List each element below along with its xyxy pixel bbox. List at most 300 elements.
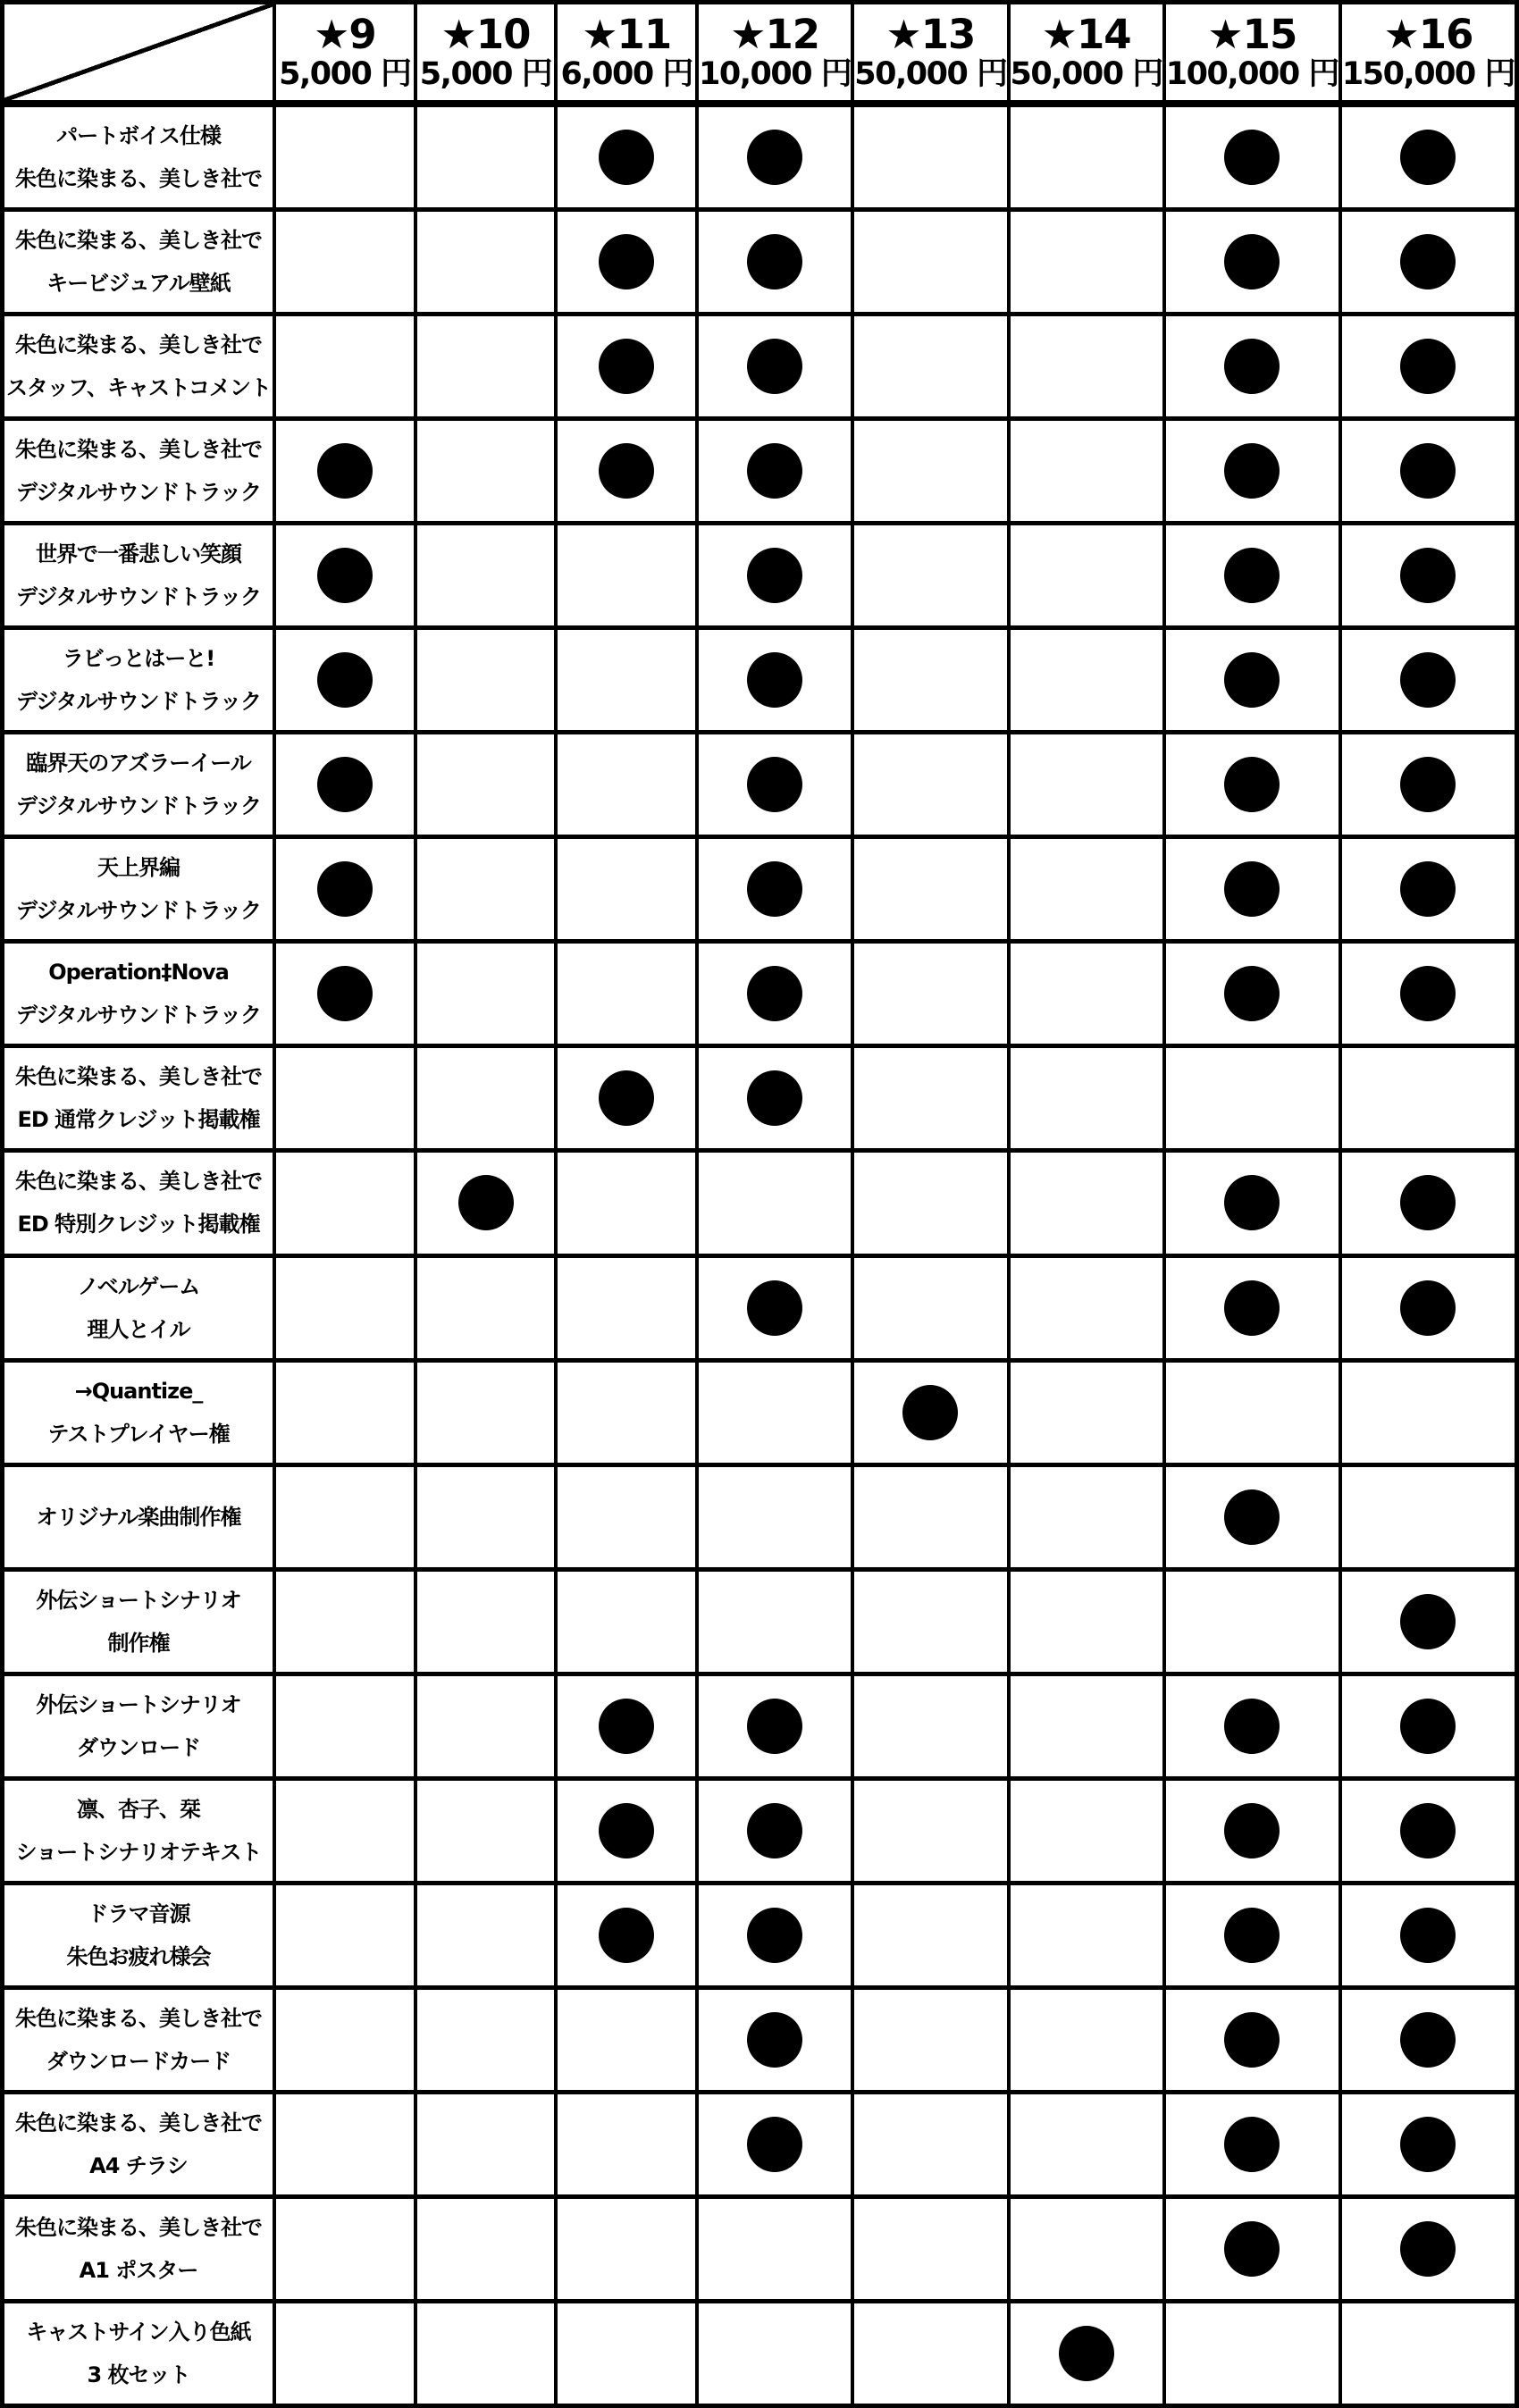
- row-label: [4, 1258, 273, 1358]
- matrix-cell: [276, 421, 414, 521]
- matrix-cell: [558, 1885, 695, 1985]
- matrix-cell: [854, 1363, 1006, 1463]
- matrix-cell: [854, 107, 1006, 207]
- row-label-line2: A1 ポスター: [79, 2257, 198, 2283]
- matrix-cell: [417, 525, 555, 625]
- tier-label: ★9: [314, 10, 376, 58]
- matrix-cell: [1166, 107, 1339, 207]
- matrix-cell: [1011, 734, 1162, 835]
- row-label-line2: ED 特別クレジット掲載権: [17, 1212, 260, 1238]
- matrix-cell: [1011, 1572, 1162, 1672]
- included-dot-marker: [599, 443, 654, 499]
- matrix-cell: [558, 1363, 695, 1463]
- row-label: [4, 2094, 273, 2194]
- matrix-cell: [276, 2094, 414, 2194]
- included-dot-marker: [1224, 1489, 1280, 1545]
- matrix-cell: [417, 1048, 555, 1148]
- row-label-line2: 制作権: [107, 1630, 170, 1656]
- matrix-cell: [854, 525, 1006, 625]
- price-label: 10,000 円: [699, 55, 852, 92]
- matrix-cell: [854, 421, 1006, 521]
- matrix-cell: [1011, 944, 1162, 1044]
- matrix-cell: [1166, 2303, 1339, 2404]
- matrix-cell: [854, 1572, 1006, 1672]
- column-header-tier-11: [558, 4, 695, 103]
- row-label: [4, 734, 273, 835]
- matrix-cell: [558, 107, 695, 207]
- tier-label: ★10: [441, 10, 531, 58]
- included-dot-marker: [317, 652, 373, 708]
- row-label-line1: ラビっとはーと!: [62, 646, 215, 672]
- row-label-line1: 朱色に染まる、美しき社で: [15, 437, 262, 463]
- included-dot-marker: [1224, 234, 1280, 289]
- matrix-cell: [1166, 316, 1339, 416]
- matrix-cell: [417, 1258, 555, 1358]
- row-label: [4, 421, 273, 521]
- row-label-line1: 朱色に染まる、美しき社で: [15, 1064, 262, 1090]
- included-dot-marker: [1224, 130, 1280, 185]
- included-dot-marker: [599, 1699, 654, 1754]
- matrix-cell: [1011, 107, 1162, 207]
- matrix-cell: [1011, 1990, 1162, 2090]
- column-header-tier-9: [276, 4, 414, 103]
- included-dot-marker: [1400, 2012, 1456, 2068]
- included-dot-marker: [1400, 130, 1456, 185]
- matrix-cell: [276, 1467, 414, 1567]
- included-dot-marker: [599, 1070, 654, 1126]
- matrix-cell: [1011, 2094, 1162, 2194]
- row-label-line2: デジタルサウンドトラック: [15, 793, 262, 819]
- column-header-tier-10: [417, 4, 555, 103]
- matrix-cell: [417, 630, 555, 730]
- matrix-cell: [558, 1676, 695, 1776]
- row-label: [4, 1572, 273, 1672]
- included-dot-marker: [599, 339, 654, 394]
- row-label: [4, 944, 273, 1044]
- row-label-line2: デジタルサウンドトラック: [15, 898, 262, 924]
- matrix-cell: [699, 107, 851, 207]
- matrix-cell: [1011, 1048, 1162, 1148]
- tier-label: ★15: [1207, 10, 1297, 58]
- matrix-cell: [1342, 1048, 1515, 1148]
- matrix-cell: [276, 316, 414, 416]
- row-label: [4, 1676, 273, 1776]
- matrix-cell: [1342, 1781, 1515, 1881]
- row-label-line2: A4 チラシ: [89, 2152, 188, 2178]
- matrix-cell: [276, 1676, 414, 1776]
- included-dot-marker: [747, 2012, 802, 2068]
- row-label-line1: オリジナル楽曲制作権: [36, 1504, 241, 1530]
- included-dot-marker: [747, 652, 802, 708]
- matrix-cell: [1166, 1885, 1339, 1985]
- included-dot-marker: [1400, 1594, 1456, 1649]
- row-label: [4, 1781, 273, 1881]
- matrix-cell: [558, 1990, 695, 2090]
- included-dot-marker: [599, 130, 654, 185]
- matrix-cell: [417, 421, 555, 521]
- matrix-cell: [1342, 107, 1515, 207]
- matrix-cell: [854, 1153, 1006, 1253]
- included-dot-marker: [902, 1385, 958, 1440]
- row-label-line2: ダウンロード: [77, 1734, 200, 1760]
- row-label-line1: Operation‡Nova: [48, 960, 229, 986]
- matrix-cell: [276, 107, 414, 207]
- row-label: [4, 316, 273, 416]
- matrix-cell: [1342, 1676, 1515, 1776]
- matrix-cell: [558, 734, 695, 835]
- row-label: [4, 212, 273, 312]
- matrix-cell: [417, 1885, 555, 1985]
- matrix-cell: [1342, 1990, 1515, 2090]
- matrix-cell: [276, 1990, 414, 2090]
- matrix-cell: [854, 2303, 1006, 2404]
- matrix-cell: [854, 212, 1006, 312]
- matrix-cell: [417, 2094, 555, 2194]
- row-label-line2: スタッフ、キャストコメント: [5, 375, 272, 401]
- matrix-cell: [699, 1572, 851, 1672]
- included-dot-marker: [1224, 548, 1280, 603]
- row-label-line2: 朱色に染まる、美しき社で: [15, 166, 262, 192]
- matrix-cell: [699, 1467, 851, 1567]
- included-dot-marker: [1224, 2012, 1280, 2068]
- matrix-cell: [276, 2303, 414, 2404]
- row-label-line2: ショートシナリオテキスト: [15, 1839, 262, 1865]
- matrix-cell: [1011, 2199, 1162, 2299]
- matrix-cell: [276, 1781, 414, 1881]
- matrix-cell: [699, 2303, 851, 2404]
- row-label: [4, 2199, 273, 2299]
- matrix-cell: [417, 944, 555, 1044]
- included-dot-marker: [317, 966, 373, 1021]
- included-dot-marker: [1224, 2117, 1280, 2172]
- matrix-cell: [854, 1258, 1006, 1358]
- included-dot-marker: [1400, 548, 1456, 603]
- matrix-cell: [1166, 1781, 1339, 1881]
- tier-label: ★16: [1383, 10, 1473, 58]
- included-dot-marker: [458, 1175, 514, 1230]
- included-dot-marker: [317, 443, 373, 499]
- row-label-line2: 朱色お疲れ様会: [66, 1943, 211, 1969]
- matrix-cell: [1166, 1363, 1339, 1463]
- matrix-cell: [854, 1990, 1006, 2090]
- matrix-cell: [417, 212, 555, 312]
- included-dot-marker: [599, 1908, 654, 1963]
- matrix-cell: [276, 734, 414, 835]
- column-header-tier-16: [1342, 4, 1515, 103]
- matrix-cell: [1011, 2303, 1162, 2404]
- included-dot-marker: [1224, 443, 1280, 499]
- matrix-cell: [558, 944, 695, 1044]
- included-dot-marker: [747, 1803, 802, 1858]
- matrix-cell: [1342, 1885, 1515, 1985]
- included-dot-marker: [1400, 1175, 1456, 1230]
- matrix-cell: [276, 1885, 414, 1985]
- matrix-cell: [1166, 421, 1339, 521]
- matrix-cell: [276, 1572, 414, 1672]
- row-label-line2: ダウンロードカード: [46, 2048, 231, 2074]
- matrix-cell: [417, 1467, 555, 1567]
- matrix-cell: [1166, 1676, 1339, 1776]
- matrix-cell: [276, 839, 414, 939]
- row-label: [4, 2303, 273, 2404]
- matrix-cell: [1011, 1676, 1162, 1776]
- included-dot-marker: [317, 757, 373, 812]
- matrix-cell: [699, 2199, 851, 2299]
- row-label-line2: デジタルサウンドトラック: [15, 584, 262, 610]
- matrix-cell: [1011, 1781, 1162, 1881]
- matrix-cell: [417, 107, 555, 207]
- matrix-cell: [558, 2094, 695, 2194]
- row-label-line1: 外伝ショートシナリオ: [36, 1587, 241, 1613]
- tier-label: ★14: [1041, 10, 1131, 58]
- matrix-cell: [276, 1153, 414, 1253]
- row-label-line1: パートボイス仕様: [56, 123, 221, 149]
- row-label: [4, 1153, 273, 1253]
- matrix-cell: [558, 2303, 695, 2404]
- matrix-cell: [417, 1572, 555, 1672]
- matrix-cell: [558, 1467, 695, 1567]
- row-label: [4, 1467, 273, 1567]
- matrix-cell: [417, 2303, 555, 2404]
- matrix-cell: [1011, 1258, 1162, 1358]
- row-label-line1: 朱色に染まる、美しき社で: [15, 1169, 262, 1195]
- matrix-cell: [558, 525, 695, 625]
- matrix-cell: [276, 944, 414, 1044]
- matrix-cell: [417, 1990, 555, 2090]
- row-label: [4, 1048, 273, 1148]
- included-dot-marker: [747, 966, 802, 1021]
- matrix-cell: [699, 630, 851, 730]
- matrix-cell: [276, 2199, 414, 2299]
- matrix-cell: [276, 1048, 414, 1148]
- matrix-cell: [558, 1258, 695, 1358]
- matrix-cell: [1166, 212, 1339, 312]
- matrix-cell: [558, 1781, 695, 1881]
- row-label: [4, 1990, 273, 2090]
- column-header-tier-15: [1166, 4, 1339, 103]
- matrix-cell: [276, 630, 414, 730]
- matrix-cell: [417, 2199, 555, 2299]
- included-dot-marker: [747, 757, 802, 812]
- matrix-cell: [699, 212, 851, 312]
- row-label-line1: 臨界天のアズラーイール: [26, 751, 251, 776]
- matrix-cell: [1342, 1153, 1515, 1253]
- matrix-cell: [854, 630, 1006, 730]
- matrix-cell: [699, 2094, 851, 2194]
- matrix-cell: [1166, 1153, 1339, 1253]
- matrix-cell: [1011, 525, 1162, 625]
- matrix-cell: [1342, 2199, 1515, 2299]
- matrix-cell: [1342, 2303, 1515, 2404]
- matrix-cell: [1166, 1467, 1339, 1567]
- included-dot-marker: [747, 234, 802, 289]
- matrix-cell: [1342, 734, 1515, 835]
- matrix-cell: [1011, 839, 1162, 939]
- matrix-cell: [417, 316, 555, 416]
- included-dot-marker: [1400, 1908, 1456, 1963]
- matrix-cell: [417, 1781, 555, 1881]
- included-dot-marker: [747, 2117, 802, 2172]
- matrix-cell: [1342, 1467, 1515, 1567]
- matrix-cell: [276, 212, 414, 312]
- matrix-cell: [699, 1990, 851, 2090]
- matrix-cell: [699, 944, 851, 1044]
- row-label-line2: デジタルサウンドトラック: [15, 689, 262, 715]
- price-label: 150,000 円: [1341, 55, 1515, 92]
- matrix-cell: [1166, 839, 1339, 939]
- row-label-line1: 朱色に染まる、美しき社で: [15, 2110, 262, 2135]
- matrix-cell: [417, 1363, 555, 1463]
- row-label-line1: 世界で一番悲しい笑顔: [36, 541, 241, 567]
- matrix-cell: [1342, 2094, 1515, 2194]
- included-dot-marker: [747, 339, 802, 394]
- matrix-cell: [854, 1048, 1006, 1148]
- row-label-line2: デジタルサウンドトラック: [15, 480, 262, 506]
- matrix-cell: [699, 1153, 851, 1253]
- matrix-cell: [699, 525, 851, 625]
- included-dot-marker: [1400, 234, 1456, 289]
- matrix-cell: [1342, 1363, 1515, 1463]
- row-label-line2: デジタルサウンドトラック: [15, 1003, 262, 1028]
- matrix-cell: [1011, 1885, 1162, 1985]
- matrix-cell: [854, 2199, 1006, 2299]
- matrix-cell: [1342, 421, 1515, 521]
- matrix-cell: [699, 1048, 851, 1148]
- included-dot-marker: [1400, 861, 1456, 917]
- matrix-cell: [854, 316, 1006, 416]
- row-label-line1: 朱色に染まる、美しき社で: [15, 332, 262, 358]
- row-label-line1: 朱色に染まる、美しき社で: [15, 2005, 262, 2031]
- matrix-cell: [699, 734, 851, 835]
- matrix-cell: [417, 1676, 555, 1776]
- matrix-cell: [558, 212, 695, 312]
- matrix-cell: [854, 944, 1006, 1044]
- matrix-cell: [854, 1781, 1006, 1881]
- matrix-cell: [699, 1363, 851, 1463]
- included-dot-marker: [1224, 861, 1280, 917]
- included-dot-marker: [1224, 2221, 1280, 2277]
- included-dot-marker: [747, 443, 802, 499]
- row-label-line1: 天上界編: [97, 855, 180, 881]
- price-label: 100,000 円: [1165, 55, 1339, 92]
- matrix-cell: [558, 1572, 695, 1672]
- row-label: [4, 525, 273, 625]
- matrix-cell: [699, 1258, 851, 1358]
- corner-cell: [4, 4, 273, 103]
- matrix-cell: [558, 839, 695, 939]
- price-label: 5,000 円: [279, 55, 411, 92]
- matrix-cell: [854, 1885, 1006, 1985]
- included-dot-marker: [599, 234, 654, 289]
- row-label-line2: 3 枚セット: [87, 2362, 190, 2387]
- included-dot-marker: [1224, 757, 1280, 812]
- included-dot-marker: [1400, 1280, 1456, 1336]
- included-dot-marker: [1400, 757, 1456, 812]
- included-dot-marker: [1400, 652, 1456, 708]
- matrix-cell: [1166, 734, 1339, 835]
- row-label: [4, 107, 273, 207]
- price-label: 6,000 円: [560, 55, 692, 92]
- included-dot-marker: [747, 1070, 802, 1126]
- matrix-cell: [854, 734, 1006, 835]
- price-label: 50,000 円: [1010, 55, 1162, 92]
- matrix-cell: [1166, 1572, 1339, 1672]
- included-dot-marker: [1400, 443, 1456, 499]
- included-dot-marker: [747, 1280, 802, 1336]
- matrix-cell: [699, 1885, 851, 1985]
- matrix-cell: [1342, 525, 1515, 625]
- column-header-tier-13: [854, 4, 1006, 103]
- row-label-line1: ドラマ音源: [87, 1900, 190, 1926]
- matrix-cell: [699, 839, 851, 939]
- included-dot-marker: [747, 130, 802, 185]
- matrix-cell: [1342, 212, 1515, 312]
- matrix-cell: [1166, 1990, 1339, 2090]
- row-label-line1: ノベルゲーム: [77, 1273, 200, 1299]
- included-dot-marker: [747, 861, 802, 917]
- matrix-cell: [1342, 1572, 1515, 1672]
- matrix-cell: [1166, 944, 1339, 1044]
- matrix-cell: [1011, 1153, 1162, 1253]
- price-label: 5,000 円: [419, 55, 552, 92]
- tier-label: ★13: [885, 10, 976, 58]
- matrix-cell: [699, 316, 851, 416]
- included-dot-marker: [1059, 2326, 1114, 2381]
- matrix-cell: [1342, 839, 1515, 939]
- matrix-cell: [1011, 1363, 1162, 1463]
- row-label-line2: テストプレイヤー権: [47, 1421, 230, 1447]
- row-label: [4, 1363, 273, 1463]
- row-label-line1: 凛、杏子、栞: [77, 1796, 200, 1822]
- included-dot-marker: [1400, 966, 1456, 1021]
- matrix-cell: [276, 1363, 414, 1463]
- matrix-cell: [854, 839, 1006, 939]
- matrix-cell: [699, 1676, 851, 1776]
- matrix-cell: [417, 839, 555, 939]
- matrix-cell: [1011, 316, 1162, 416]
- included-dot-marker: [1400, 1699, 1456, 1754]
- matrix-cell: [276, 1258, 414, 1358]
- matrix-cell: [1342, 944, 1515, 1044]
- row-label-line1: →Quantize_: [74, 1378, 203, 1404]
- matrix-cell: [1342, 1258, 1515, 1358]
- matrix-cell: [1166, 2199, 1339, 2299]
- included-dot-marker: [1224, 339, 1280, 394]
- matrix-cell: [558, 1153, 695, 1253]
- matrix-cell: [699, 421, 851, 521]
- included-dot-marker: [599, 1803, 654, 1858]
- row-label-line1: 朱色に染まる、美しき社で: [15, 228, 262, 254]
- tier-label: ★12: [730, 10, 820, 58]
- included-dot-marker: [1224, 1280, 1280, 1336]
- row-label: [4, 839, 273, 939]
- included-dot-marker: [1400, 2221, 1456, 2277]
- matrix-cell: [1011, 630, 1162, 730]
- row-label-line2: 理人とイル: [87, 1316, 190, 1342]
- matrix-cell: [417, 1153, 555, 1253]
- included-dot-marker: [1224, 966, 1280, 1021]
- matrix-cell: [417, 734, 555, 835]
- tier-label: ★11: [582, 10, 672, 58]
- row-label-line2: ED 通常クレジット掲載権: [17, 1107, 260, 1133]
- matrix-cell: [854, 1467, 1006, 1567]
- included-dot-marker: [1224, 1699, 1280, 1754]
- included-dot-marker: [1224, 1803, 1280, 1858]
- matrix-cell: [854, 1676, 1006, 1776]
- row-label-line2: キービジュアル壁紙: [46, 271, 231, 297]
- included-dot-marker: [317, 548, 373, 603]
- included-dot-marker: [1400, 1803, 1456, 1858]
